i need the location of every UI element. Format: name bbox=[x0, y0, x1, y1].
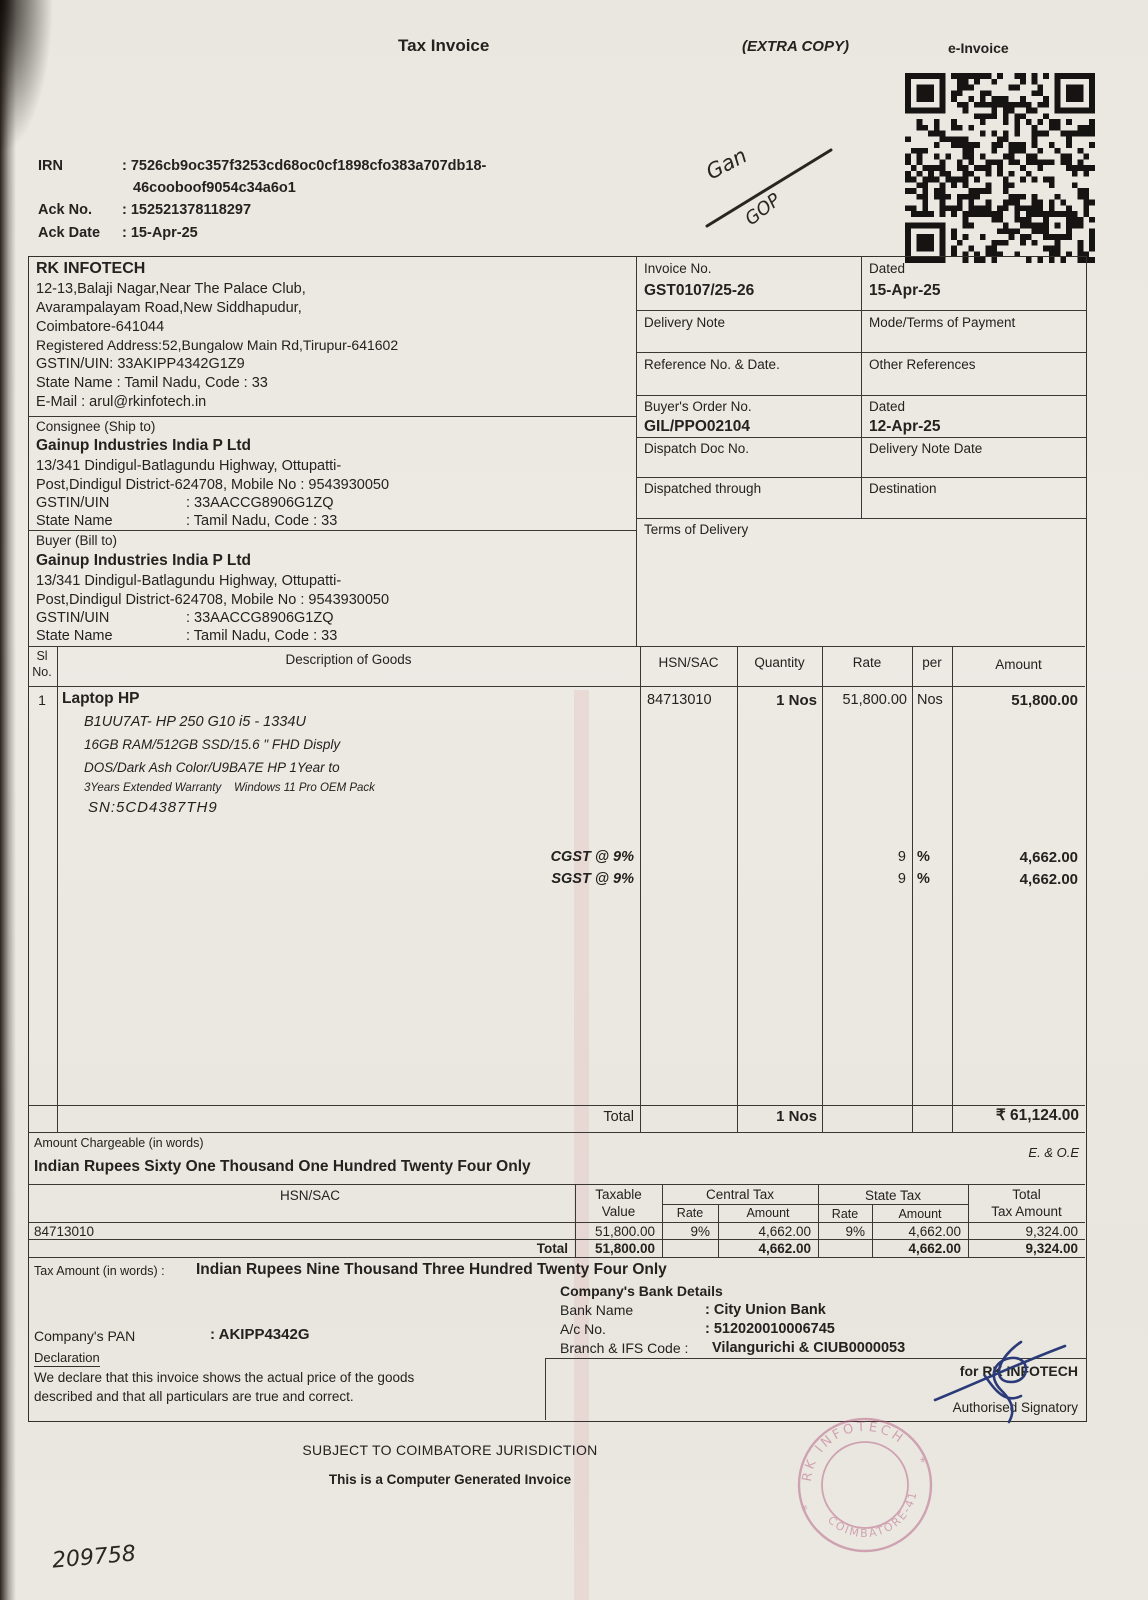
irn-value-line1: : 7526cb9oc357f3253cd68oc0cf1898cfo383a707db18- bbox=[122, 158, 487, 174]
company-round-stamp bbox=[783, 1400, 948, 1570]
document-title: Tax Invoice bbox=[398, 36, 490, 55]
tax-header-total-1: Total bbox=[1012, 1187, 1041, 1202]
copy-type-label: (EXTRA COPY) bbox=[742, 38, 849, 55]
item-name: Laptop HP bbox=[62, 690, 140, 707]
consignee-addr1: 13/341 Dindigul-Batlagundu Highway, Ottupatti- bbox=[36, 458, 342, 474]
meta-invoice-no-label: Invoice No. bbox=[644, 261, 712, 276]
declaration-title: Declaration bbox=[34, 1350, 100, 1367]
meta-payment-terms-label: Mode/Terms of Payment bbox=[869, 315, 1016, 330]
meta-dated-value: 15-Apr-25 bbox=[869, 282, 941, 299]
buyer-addr1: 13/341 Dindigul-Batlagundu Highway, Ottupatti- bbox=[36, 573, 342, 589]
cgst-rate: 9 bbox=[897, 849, 906, 865]
svg-text:COIMBATORE-41: COIMBATORE-41 bbox=[825, 1489, 920, 1541]
meta-order-dated-value: 12-Apr-25 bbox=[869, 418, 941, 435]
tax-row-central-amount: 4,662.00 bbox=[758, 1224, 811, 1239]
seller-addr3: Coimbatore-641044 bbox=[36, 319, 165, 335]
item-sl-no: 1 bbox=[38, 692, 46, 708]
signature-ink bbox=[925, 1330, 1080, 1425]
tax-total-central-amount: 4,662.00 bbox=[758, 1241, 811, 1256]
cgst-amount: 4,662.00 bbox=[1019, 849, 1078, 866]
meta-dated-label: Dated bbox=[869, 261, 906, 276]
sgst-rate: 9 bbox=[897, 871, 906, 887]
svg-text:RK INFOTECH: RK INFOTECH bbox=[799, 1419, 908, 1483]
declaration-line2: described and that all particulars are true and correct. bbox=[34, 1389, 354, 1404]
item-desc-line2: 16GB RAM/512GB SSD/15.6 " FHD Disply bbox=[84, 737, 341, 752]
items-header-per: per bbox=[922, 655, 942, 670]
tax-row-hsn: 84713010 bbox=[34, 1224, 95, 1239]
handwritten-check-mark bbox=[693, 128, 843, 243]
items-total-amount: ₹ 61,124.00 bbox=[995, 1107, 1079, 1124]
consignee-addr2: Post,Dindigul District-624708, Mobile No : 9543930050 bbox=[36, 477, 390, 493]
seller-addr1: 12-13,Balaji Nagar,Near The Palace Club, bbox=[36, 281, 306, 297]
jurisdiction-note: SUBJECT TO COIMBATORE JURISDICTION bbox=[302, 1442, 598, 1458]
consignee-state-label: State Name bbox=[36, 513, 113, 529]
tax-header-taxable-1: Taxable bbox=[595, 1187, 642, 1202]
consignee-section-label: Consignee (Ship to) bbox=[36, 419, 156, 434]
tax-header-state-rate: Rate bbox=[831, 1207, 859, 1221]
ack-date-value: : 15-Apr-25 bbox=[122, 225, 198, 241]
amount-words-label: Amount Chargeable (in words) bbox=[34, 1136, 204, 1150]
items-header-quantity: Quantity bbox=[754, 655, 805, 670]
buyer-state-value: : Tamil Nadu, Code : 33 bbox=[186, 628, 338, 644]
tax-header-total-2: Tax Amount bbox=[991, 1204, 1062, 1219]
buyer-addr2: Post,Dindigul District-624708, Mobile No : 9543930050 bbox=[36, 592, 390, 608]
bank-branch-value: Vilangurichi & CIUB0000053 bbox=[712, 1340, 906, 1356]
meta-delivery-note-label: Delivery Note bbox=[644, 315, 726, 330]
tax-header-state: State Tax bbox=[864, 1188, 922, 1203]
cgst-per: % bbox=[917, 849, 930, 865]
ack-no-value: : 152521378118297 bbox=[122, 202, 252, 218]
item-rate: 51,800.00 bbox=[842, 692, 907, 708]
sgst-label: SGST @ 9% bbox=[551, 871, 634, 887]
cgst-label: CGST @ 9% bbox=[550, 849, 634, 865]
meta-reference-label: Reference No. & Date. bbox=[644, 357, 780, 372]
bank-details-title: Company's Bank Details bbox=[560, 1283, 723, 1299]
sgst-per: % bbox=[917, 871, 930, 887]
items-total-qty: 1 Nos bbox=[776, 1108, 817, 1125]
items-header-amount: Amount bbox=[995, 657, 1042, 672]
einvoice-qr-code bbox=[905, 72, 1095, 264]
scan-corner-shadow bbox=[0, 0, 52, 150]
company-pan-value: : AKIPP4342G bbox=[210, 1326, 310, 1343]
tax-header-central: Central Tax bbox=[705, 1187, 775, 1202]
meta-other-ref-label: Other References bbox=[869, 357, 976, 372]
items-header-sl-1: Sl bbox=[36, 649, 48, 663]
buyer-section-label: Buyer (Bill to) bbox=[36, 533, 118, 548]
einvoice-label: e-Invoice bbox=[948, 40, 1009, 56]
meta-delivery-note-date-label: Delivery Note Date bbox=[869, 441, 983, 456]
item-hsn: 84713010 bbox=[647, 692, 712, 708]
item-desc-line4: 3Years Extended Warranty Windows 11 Pro OEM Pack bbox=[84, 782, 375, 794]
svg-text:GOP: GOP bbox=[741, 189, 785, 230]
ack-no-label: Ack No. bbox=[38, 202, 92, 218]
consignee-name: Gainup Industries India P Ltd bbox=[36, 437, 252, 454]
amount-words-text: Indian Rupees Sixty One Thousand One Hundred Twenty Four Only bbox=[34, 1158, 531, 1175]
seller-registered-address: Registered Address:52,Bungalow Main Rd,Tirupur-641602 bbox=[36, 337, 399, 353]
seller-addr2: Avarampalayam Road,New Siddhapudur, bbox=[36, 300, 302, 316]
item-quantity: 1 Nos bbox=[776, 692, 817, 709]
sgst-amount: 4,662.00 bbox=[1019, 871, 1078, 888]
meta-dispatch-doc-label: Dispatch Doc No. bbox=[644, 441, 750, 456]
irn-value-line2: 46cooboof9054c34a6o1 bbox=[133, 180, 296, 196]
tax-header-central-rate: Rate bbox=[676, 1206, 704, 1220]
consignee-state-value: : Tamil Nadu, Code : 33 bbox=[186, 513, 338, 529]
meta-destination-label: Destination bbox=[869, 481, 937, 496]
seller-gstin: GSTIN/UIN: 33AKIPP4342G1Z9 bbox=[36, 356, 245, 372]
tax-header-central-amount: Amount bbox=[746, 1206, 790, 1220]
meta-buyers-order-value: GIL/PPO02104 bbox=[644, 418, 750, 435]
items-header-rate: Rate bbox=[852, 655, 882, 670]
meta-invoice-no-value: GST0107/25-26 bbox=[644, 282, 755, 299]
tax-row-state-amount: 4,662.00 bbox=[908, 1224, 961, 1239]
svg-text:*: * bbox=[918, 1454, 931, 1471]
items-header-sl-2: No. bbox=[32, 665, 52, 679]
seller-email: E-Mail : arul@rkinfotech.in bbox=[36, 394, 207, 410]
buyer-gstin-value: : 33AACCG8906G1ZQ bbox=[186, 610, 334, 626]
tax-row-taxable: 51,800.00 bbox=[594, 1224, 655, 1239]
consignee-gstin-value: : 33AACCG8906G1ZQ bbox=[186, 495, 334, 511]
item-serial-no: SN:5CD4387TH9 bbox=[88, 799, 218, 816]
meta-order-dated-label: Dated bbox=[869, 399, 906, 414]
tax-header-hsn: HSN/SAC bbox=[279, 1188, 340, 1203]
tax-total-label: Total bbox=[536, 1241, 568, 1256]
handwritten-page-number: 209758 bbox=[51, 1541, 137, 1574]
items-header-hsn: HSN/SAC bbox=[658, 655, 719, 670]
seller-state: State Name : Tamil Nadu, Code : 33 bbox=[36, 375, 268, 391]
tax-words-label: Tax Amount (in words) : bbox=[34, 1264, 165, 1278]
bank-account-value: : 512020010006745 bbox=[705, 1321, 835, 1337]
scan-edge-shadow bbox=[0, 0, 16, 1600]
tax-row-central-rate: 9% bbox=[690, 1224, 710, 1239]
computer-generated-note: This is a Computer Generated Invoice bbox=[328, 1472, 572, 1487]
svg-text:*: * bbox=[799, 1502, 812, 1519]
bank-name-value: : City Union Bank bbox=[705, 1302, 826, 1318]
tax-total-state-amount: 4,662.00 bbox=[908, 1241, 961, 1256]
tax-row-state-rate: 9% bbox=[845, 1224, 865, 1239]
bank-account-label: A/c No. bbox=[560, 1321, 606, 1337]
tax-header-taxable-2: Value bbox=[601, 1204, 636, 1219]
item-amount: 51,800.00 bbox=[1011, 692, 1078, 709]
bank-branch-label: Branch & IFS Code : bbox=[560, 1340, 689, 1356]
seller-name: RK INFOTECH bbox=[36, 260, 146, 277]
item-desc-line1: B1UU7AT- HP 250 G10 i5 - 1334U bbox=[84, 714, 306, 730]
company-pan-label: Company's PAN bbox=[34, 1328, 136, 1344]
authorised-signatory-label: Authorised Signatory bbox=[952, 1400, 1078, 1415]
ack-date-label: Ack Date bbox=[38, 225, 101, 241]
meta-dispatched-through-label: Dispatched through bbox=[644, 481, 762, 496]
irn-label: IRN bbox=[38, 158, 63, 174]
for-company-label: for RK INFOTECH bbox=[959, 1363, 1078, 1379]
tax-total-amount: 9,324.00 bbox=[1025, 1241, 1078, 1256]
items-total-label: Total bbox=[603, 1109, 634, 1125]
svg-text:Gan: Gan bbox=[702, 143, 751, 185]
item-per: Nos bbox=[917, 692, 943, 708]
bank-name-label: Bank Name bbox=[560, 1302, 634, 1318]
declaration-line1: We declare that this invoice shows the actual price of the goods bbox=[34, 1370, 415, 1385]
eoe-label: E. & O.E bbox=[1028, 1145, 1079, 1160]
tax-words-text: Indian Rupees Nine Thousand Three Hundred Twenty Four Only bbox=[196, 1261, 667, 1278]
item-desc-line3: DOS/Dark Ash Color/U9BA7E HP 1Year to bbox=[84, 760, 340, 775]
buyer-state-label: State Name bbox=[36, 628, 113, 644]
items-header-description: Description of Goods bbox=[285, 652, 412, 667]
consignee-gstin-label: GSTIN/UIN bbox=[36, 495, 110, 511]
tax-total-taxable: 51,800.00 bbox=[594, 1241, 655, 1256]
tax-row-total: 9,324.00 bbox=[1025, 1224, 1078, 1239]
tax-header-state-amount: Amount bbox=[898, 1207, 942, 1221]
meta-buyers-order-label: Buyer's Order No. bbox=[644, 399, 752, 414]
meta-terms-of-delivery-label: Terms of Delivery bbox=[644, 522, 749, 537]
buyer-name: Gainup Industries India P Ltd bbox=[36, 552, 252, 569]
buyer-gstin-label: GSTIN/UIN bbox=[36, 610, 110, 626]
